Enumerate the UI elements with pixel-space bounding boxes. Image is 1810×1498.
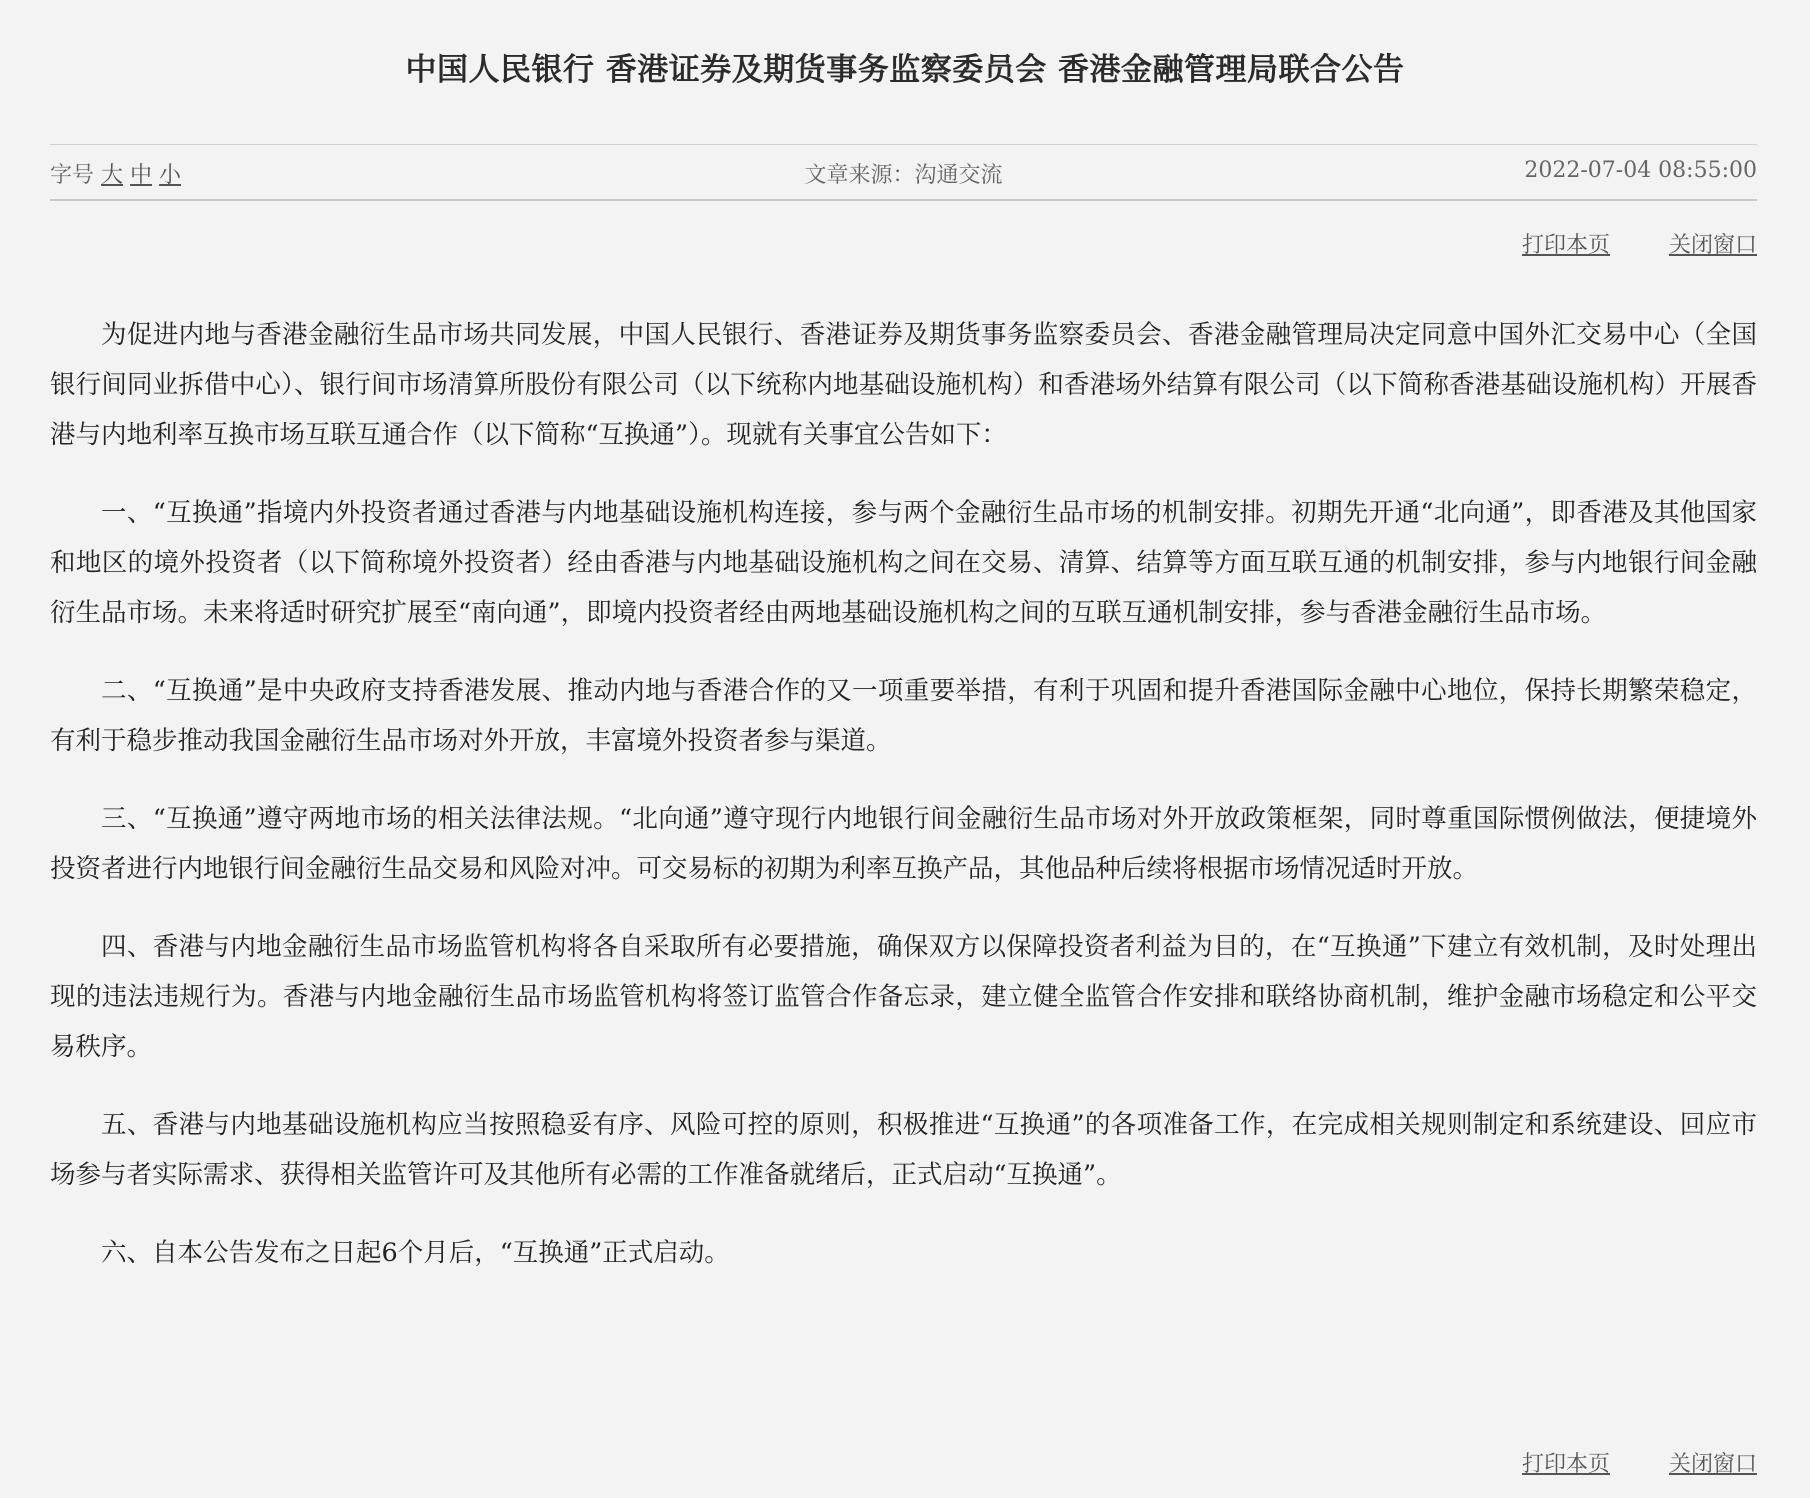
print-page-link-bottom[interactable]: 打印本页: [1521, 1452, 1610, 1477]
font-size-control: [50, 158, 181, 189]
paragraph-2: 二、“互换通”是中央政府支持香港发展、推动内地与香港合作的又一项重要举措，有利于巩固和提升香港国际金融中心地位，保持长期繁荣稳定，有利于稳步推动我国金融衍生品市场对外开放，丰富境外投资者参与渠道。: [50, 676, 1757, 756]
meta-bar: [50, 158, 1757, 196]
paragraph-5: 五、香港与内地基础设施机构应当按照稳妥有序、风险可控的原则，积极推进“互换通”的各项准备工作，在完成相关规则制定和系统建设、回应市场参与者实际需求、获得相关监管许可及其他所有必需的工作准备就绪后，正式启动“互换通”。: [50, 1110, 1757, 1190]
close-window-link-bottom[interactable]: 关闭窗口: [1668, 1452, 1757, 1477]
paragraph-intro: 为促进内地与香港金融衍生品市场共同发展，中国人民银行、香港证券及期货事务监察委员会、香港金融管理局决定同意中国外汇交易中心（全国银行间同业拆借中心）、银行间市场清算所股份有限公司（以下统称内地基础设施机构）和香港场外结算有限公司（以下简称香港基础设施机构）开展香港与内地利率互换市场互联互通合作（以下简称“互换通”）。现就有关事宜公告如下：: [50, 320, 1757, 450]
paragraph-4: 四、香港与内地金融衍生品市场监管机构将各自采取所有必要措施，确保双方以保障投资者利益为目的，在“互换通”下建立有效机制，及时处理出现的违法违规行为。香港与内地金融衍生品市场监管机构将签订监管合作备忘录，建立健全监管合作安排和联络协商机制，维护金融市场稳定和公平交易秩序。: [50, 932, 1757, 1062]
article-source: 文章来源：沟通交流: [804, 163, 1003, 188]
font-size-medium-link[interactable]: 中: [130, 163, 153, 188]
page-actions-top: [1470, 228, 1757, 259]
close-window-link[interactable]: 关闭窗口: [1668, 233, 1757, 258]
article-body: [50, 310, 1757, 1278]
page-title: 中国人民银行 香港证券及期货事务监察委员会 香港金融管理局联合公告: [405, 52, 1405, 88]
print-page-link[interactable]: 打印本页: [1521, 233, 1610, 258]
font-size-small-link[interactable]: 小: [159, 163, 182, 188]
font-size-label: 字号: [50, 163, 95, 188]
paragraph-6: 六、自本公告发布之日起6个月后，“互换通”正式启动。: [101, 1238, 730, 1268]
font-size-large-link[interactable]: 大: [101, 163, 124, 188]
header-divider-top: [50, 144, 1757, 145]
paragraph-3: 三、“互换通”遵守两地市场的相关法律法规。“北向通”遵守现行内地银行间金融衍生品市场对外开放政策框架，同时尊重国际惯例做法，便捷境外投资者进行内地银行间金融衍生品交易和风险对冲。可交易标的初期为利率互换产品，其他品种后续将根据市场情况适时开放。: [50, 804, 1757, 884]
publish-date: 2022-07-04 08:55:00: [1524, 158, 1757, 183]
page-actions-bottom: [1470, 1447, 1757, 1478]
header-divider-bottom: [50, 199, 1757, 201]
paragraph-1: 一、“互换通”指境内外投资者通过香港与内地基础设施机构连接，参与两个金融衍生品市场的机制安排。初期先开通“北向通”，即香港及其他国家和地区的境外投资者（以下简称境外投资者）经由香港与内地基础设施机构之间在交易、清算、结算等方面互联互通的机制安排，参与内地银行间金融衍生品市场。未来将适时研究扩展至“南向通”，即境内投资者经由两地基础设施机构之间的互联互通机制安排，参与香港金融衍生品市场。: [50, 498, 1757, 628]
